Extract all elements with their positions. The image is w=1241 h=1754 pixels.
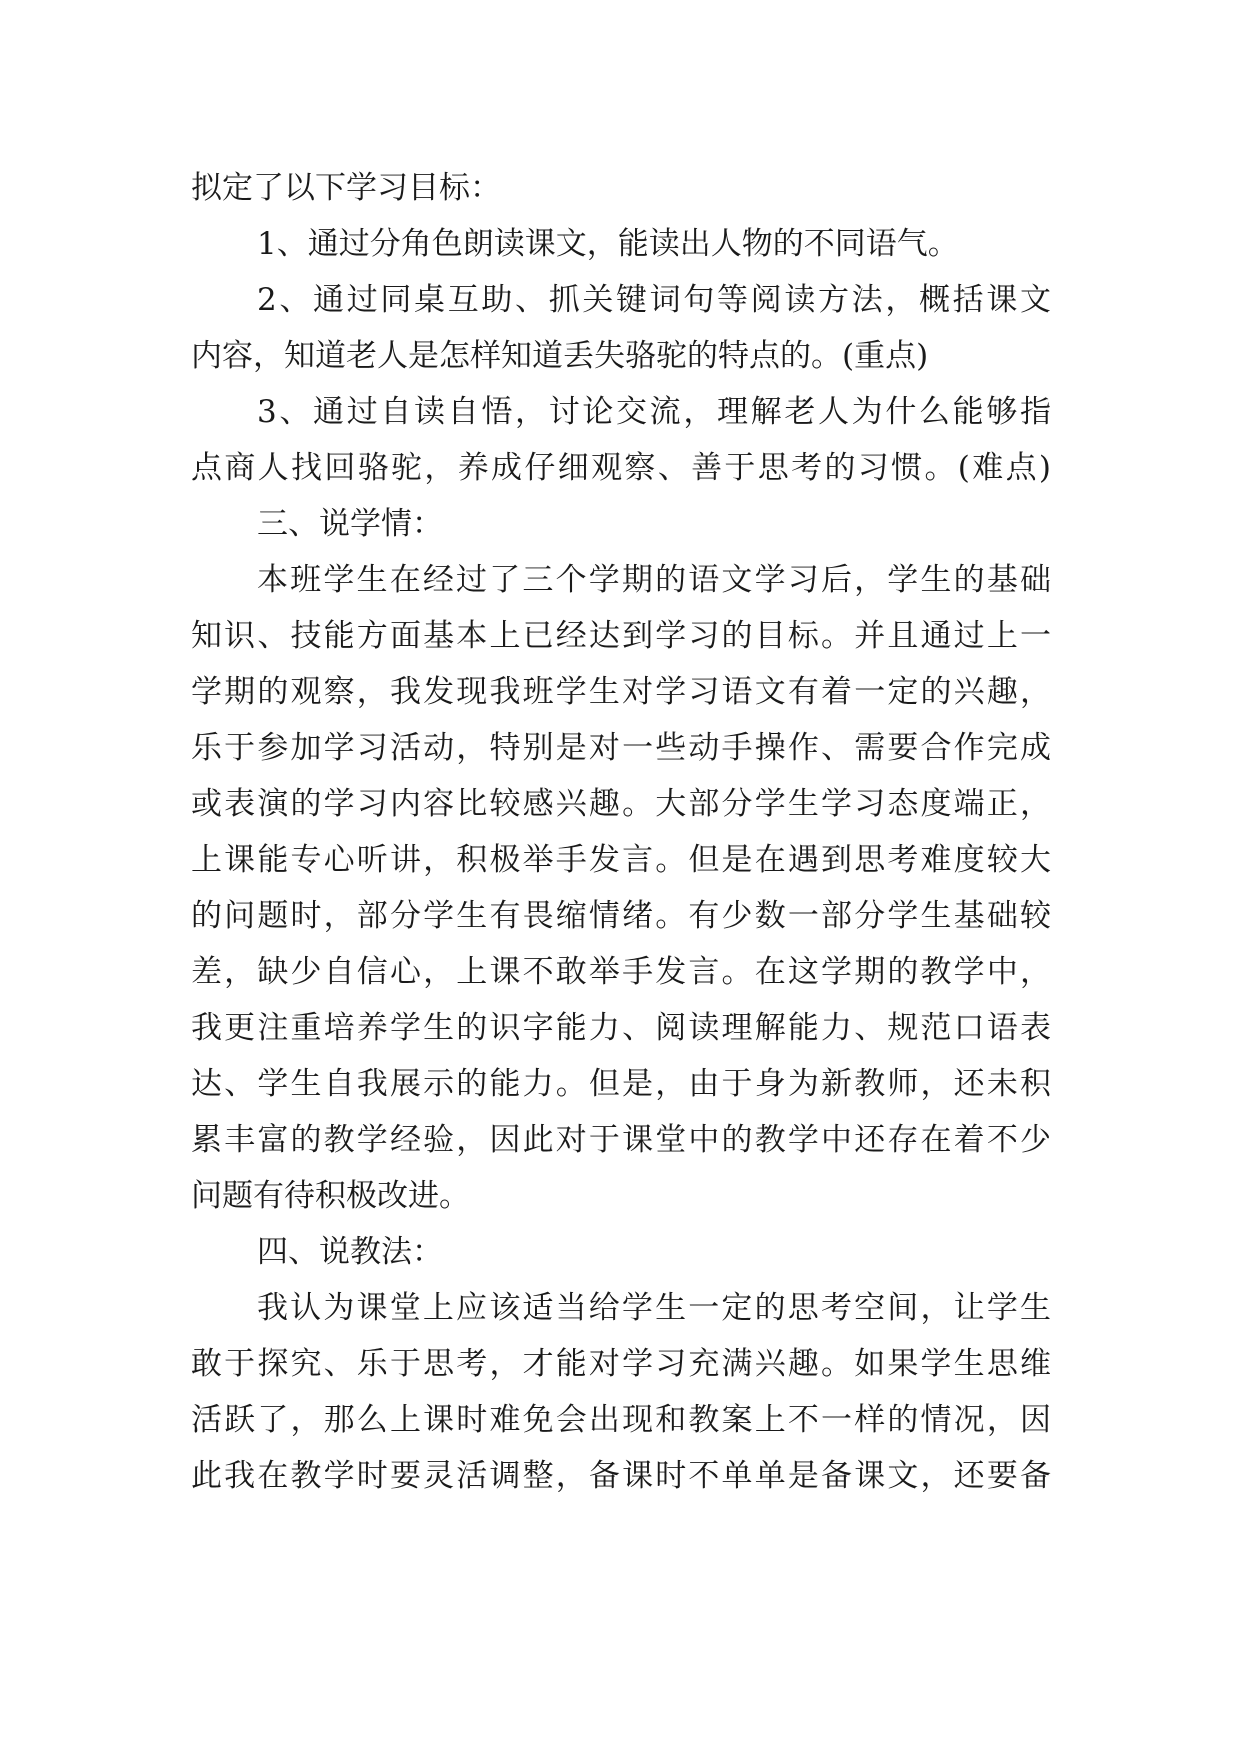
text-line: 达、学生自我展示的能力。但是，由于身为新教师，还未积 xyxy=(191,1066,1051,1102)
text-line: 累丰富的教学经验，因此对于课堂中的教学中还存在着不少 xyxy=(191,1122,1051,1158)
text-line: 此我在教学时要灵活调整，备课时不单单是备课文，还要备 xyxy=(191,1458,1051,1494)
text-line: 的问题时，部分学生有畏缩情绪。有少数一部分学生基础较 xyxy=(191,898,1051,934)
text-line: 内容，知道老人是怎样知道丢失骆驼的特点的。(重点) xyxy=(191,338,929,374)
text-line: 我认为课堂上应该适当给学生一定的思考空间，让学生 xyxy=(257,1290,1051,1326)
text-line: 或表演的学习内容比较感兴趣。大部分学生学习态度端正， xyxy=(191,786,1051,822)
text-line: 上课能专心听讲，积极举手发言。但是在遇到思考难度较大 xyxy=(191,842,1051,878)
text-line: 本班学生在经过了三个学期的语文学习后，学生的基础 xyxy=(257,562,1051,598)
text-line: 拟定了以下学习目标： xyxy=(191,170,501,206)
text-line: 敢于探究、乐于思考，才能对学习充满兴趣。如果学生思维 xyxy=(191,1346,1051,1382)
text-line: 学期的观察，我发现我班学生对学习语文有着一定的兴趣， xyxy=(191,674,1051,710)
section-heading-4: 四、说教法： xyxy=(257,1234,443,1270)
objective-2: 2、通过同桌互助、抓关键词句等阅读方法，概括课文 xyxy=(257,282,1051,318)
text-line: 差，缺少自信心，上课不敢举手发言。在这学期的教学中， xyxy=(191,954,1051,990)
text-line: 活跃了，那么上课时难免会出现和教案上不一样的情况，因 xyxy=(191,1402,1051,1438)
text-line: 问题有待积极改进。 xyxy=(191,1178,470,1214)
text-line: 乐于参加学习活动，特别是对一些动手操作、需要合作完成 xyxy=(191,730,1051,766)
objective-1: 1、通过分角色朗读课文，能读出人物的不同语气。 xyxy=(257,226,959,262)
text-line: 知识、技能方面基本上已经达到学习的目标。并且通过上一 xyxy=(191,618,1051,654)
text-line: 我更注重培养学生的识字能力、阅读理解能力、规范口语表 xyxy=(191,1010,1051,1046)
section-heading-3: 三、说学情： xyxy=(257,506,443,542)
objective-3: 3、通过自读自悟，讨论交流，理解老人为什么能够指 xyxy=(257,394,1051,430)
text-line: 点商人找回骆驼，养成仔细观察、善于思考的习惯。(难点) xyxy=(191,450,1051,486)
